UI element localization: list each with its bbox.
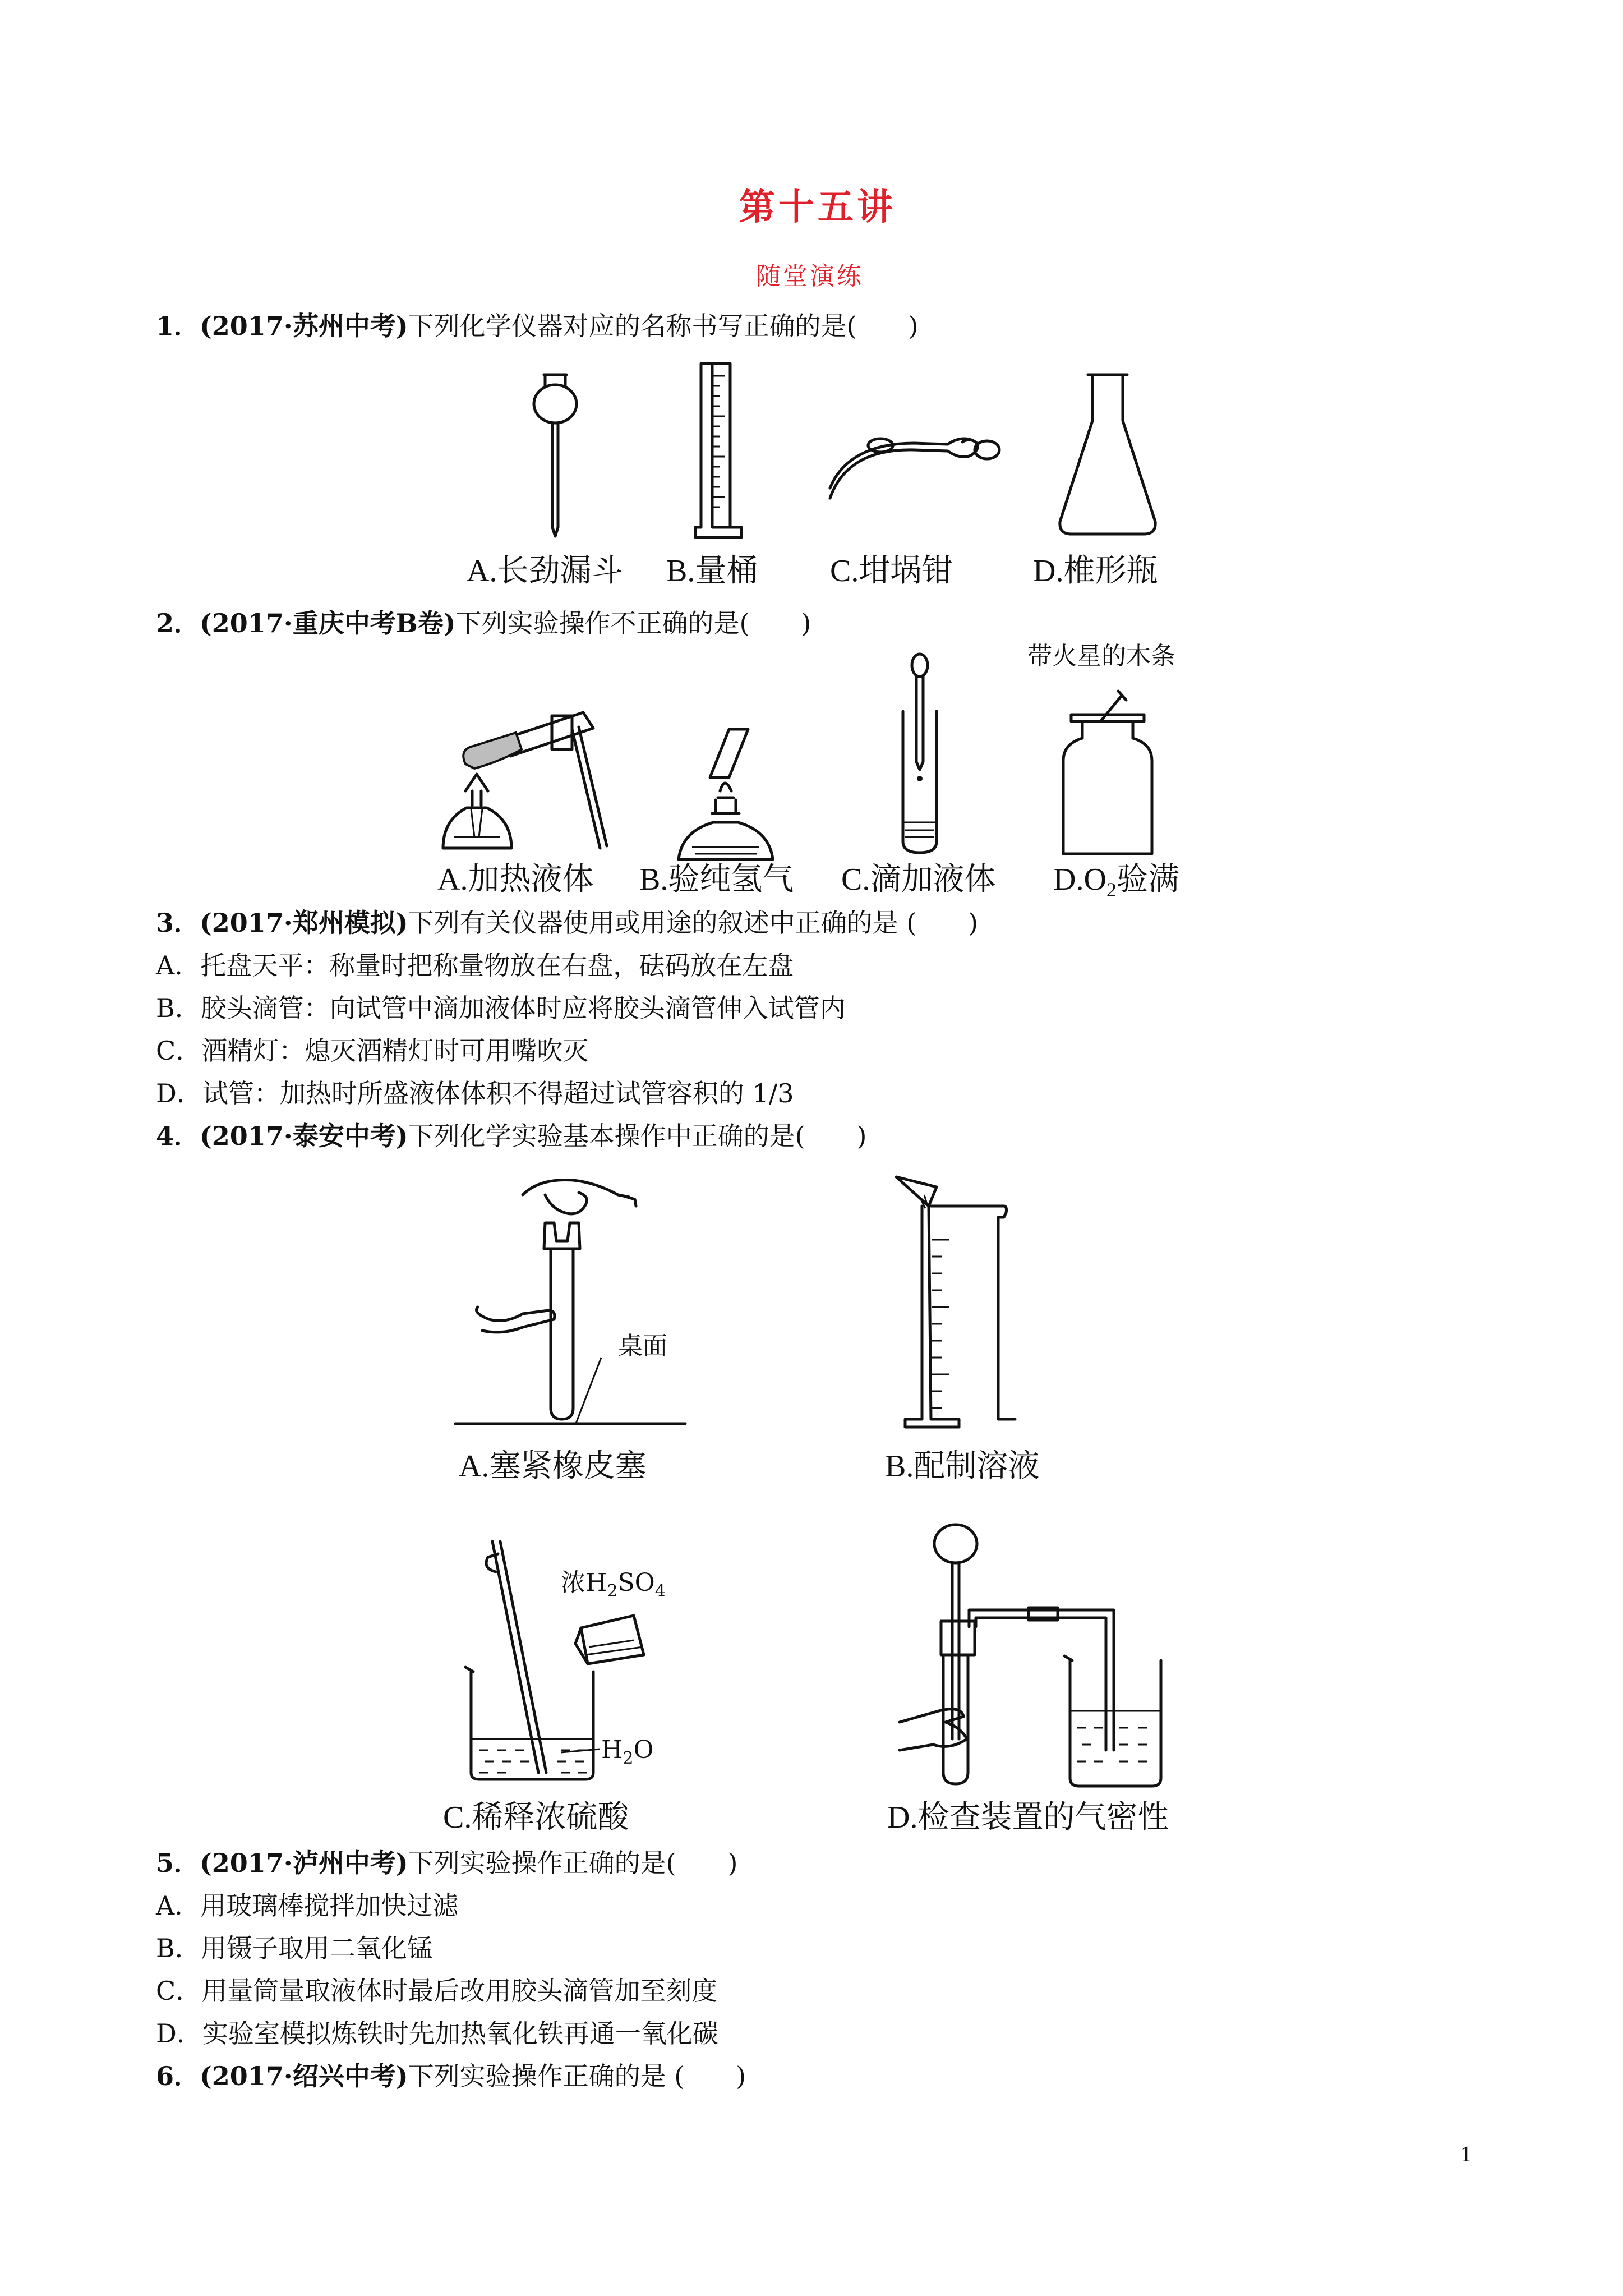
q4-caption-a: A.塞紧橡皮塞 xyxy=(459,1449,647,1484)
test-hydrogen-purity-figure xyxy=(673,724,796,869)
q2-caption-a: A.加热液体 xyxy=(437,862,594,897)
label-text: H xyxy=(601,1736,623,1764)
label-text: 浓H xyxy=(561,1568,607,1597)
label-text: O xyxy=(633,1736,654,1764)
subscript: 4 xyxy=(654,1581,666,1601)
insert-rubber-stopper-figure xyxy=(455,1172,691,1425)
dropper-adding-liquid-figure xyxy=(886,650,953,857)
question-5 xyxy=(156,1850,738,1876)
label-text: SO xyxy=(617,1568,655,1597)
page-number: 1 xyxy=(1460,2141,1472,2166)
question-stem: 下列实验操作正确的是( ) xyxy=(408,1848,738,1878)
crucible-tongs-figure xyxy=(819,426,1004,505)
heating-liquid-figure xyxy=(432,696,611,864)
q2-caption-d xyxy=(1053,864,1179,900)
question-2 xyxy=(156,610,811,636)
check-airtightness-figure xyxy=(894,1515,1186,1789)
question-4 xyxy=(156,1123,867,1149)
question-number: 1． xyxy=(156,311,200,341)
q3-option-c: C．酒精灯：熄灭酒精灯时可用嘴吹灭 xyxy=(156,1036,589,1066)
q1-caption-b: B.量桶 xyxy=(666,554,758,588)
splint-label: 带火星的木条 xyxy=(1027,642,1175,670)
water-label xyxy=(601,1738,654,1767)
q3-option-b: B．胶头滴管：向试管中滴加液体时应将胶头滴管伸入试管内 xyxy=(156,993,846,1023)
question-source: (2017·重庆中考B卷) xyxy=(200,608,456,638)
q3-option-a: A．托盘天平：称量时把称量物放在右盘，砝码放在左盘 xyxy=(156,950,794,981)
question-number: 4． xyxy=(156,1121,200,1151)
measuring-cylinder-figure xyxy=(691,359,753,541)
q2-caption-b: B.验纯氢气 xyxy=(639,862,794,897)
q1-caption-d: D.椎形瓶 xyxy=(1033,554,1158,588)
caption-text: D.O xyxy=(1053,862,1106,897)
q1-caption-a: A.长劲漏斗 xyxy=(467,554,623,588)
question-number: 5． xyxy=(156,1848,200,1878)
question-stem: 下列实验操作正确的是 ( ) xyxy=(408,2061,746,2091)
question-3 xyxy=(156,910,978,936)
question-number: 6． xyxy=(156,2061,200,2091)
o2-full-check-figure xyxy=(1060,690,1155,858)
q4-caption-c: C.稀释浓硫酸 xyxy=(443,1800,629,1835)
conical-flask-figure xyxy=(1054,370,1161,539)
caption-text: 验满 xyxy=(1116,862,1179,897)
q5-option-d: D．实验室模拟炼铁时先加热氧化铁再通一氧化碳 xyxy=(156,2018,718,2049)
acid-label xyxy=(561,1568,666,1601)
q4-caption-b: B.配制溶液 xyxy=(885,1449,1040,1484)
q3-option-d: D．试管：加热时所盛液体体积不得超过试管容积的 1/3 xyxy=(156,1078,794,1108)
question-source: (2017·泸州中考) xyxy=(200,1848,408,1878)
question-number: 3． xyxy=(156,908,200,938)
desk-label: 桌面 xyxy=(618,1332,667,1360)
q4-caption-d: D.检查装置的气密性 xyxy=(887,1800,1169,1835)
subscript: 2 xyxy=(607,1581,618,1601)
prepare-solution-figure xyxy=(892,1172,1026,1430)
question-source: (2017·绍兴中考) xyxy=(200,2061,408,2091)
question-stem: 下列化学仪器对应的名称书写正确的是( ) xyxy=(408,311,919,341)
q5-option-c: C．用量筒量取液体时最后改用胶头滴管加至刻度 xyxy=(156,1976,718,2006)
question-stem: 下列化学实验基本操作中正确的是( ) xyxy=(408,1121,867,1151)
question-source: (2017·泰安中考) xyxy=(200,1121,408,1151)
question-source: (2017·苏州中考) xyxy=(200,311,408,341)
subscript: 2 xyxy=(1106,878,1117,901)
question-stem: 下列有关仪器使用或用途的叙述中正确的是 ( ) xyxy=(408,908,979,938)
question-6 xyxy=(156,2063,746,2089)
question-stem: 下列实验操作不正确的是( ) xyxy=(455,608,811,638)
long-neck-funnel-figure xyxy=(522,370,589,539)
section-title: 随堂演练 xyxy=(756,262,864,291)
q2-caption-c: C.滴加液体 xyxy=(841,862,996,897)
lecture-title: 第十五讲 xyxy=(739,186,896,228)
question-number: 2． xyxy=(156,608,200,638)
q1-caption-c: C.坩埚钳 xyxy=(830,554,953,588)
question-source: (2017·郑州模拟) xyxy=(200,908,408,938)
subscript: 2 xyxy=(623,1748,634,1768)
question-1 xyxy=(156,313,919,339)
q5-option-b: B．用镊子取用二氧化锰 xyxy=(156,1933,433,1963)
q5-option-a: A．用玻璃棒搅拌加快过滤 xyxy=(156,1890,459,1921)
